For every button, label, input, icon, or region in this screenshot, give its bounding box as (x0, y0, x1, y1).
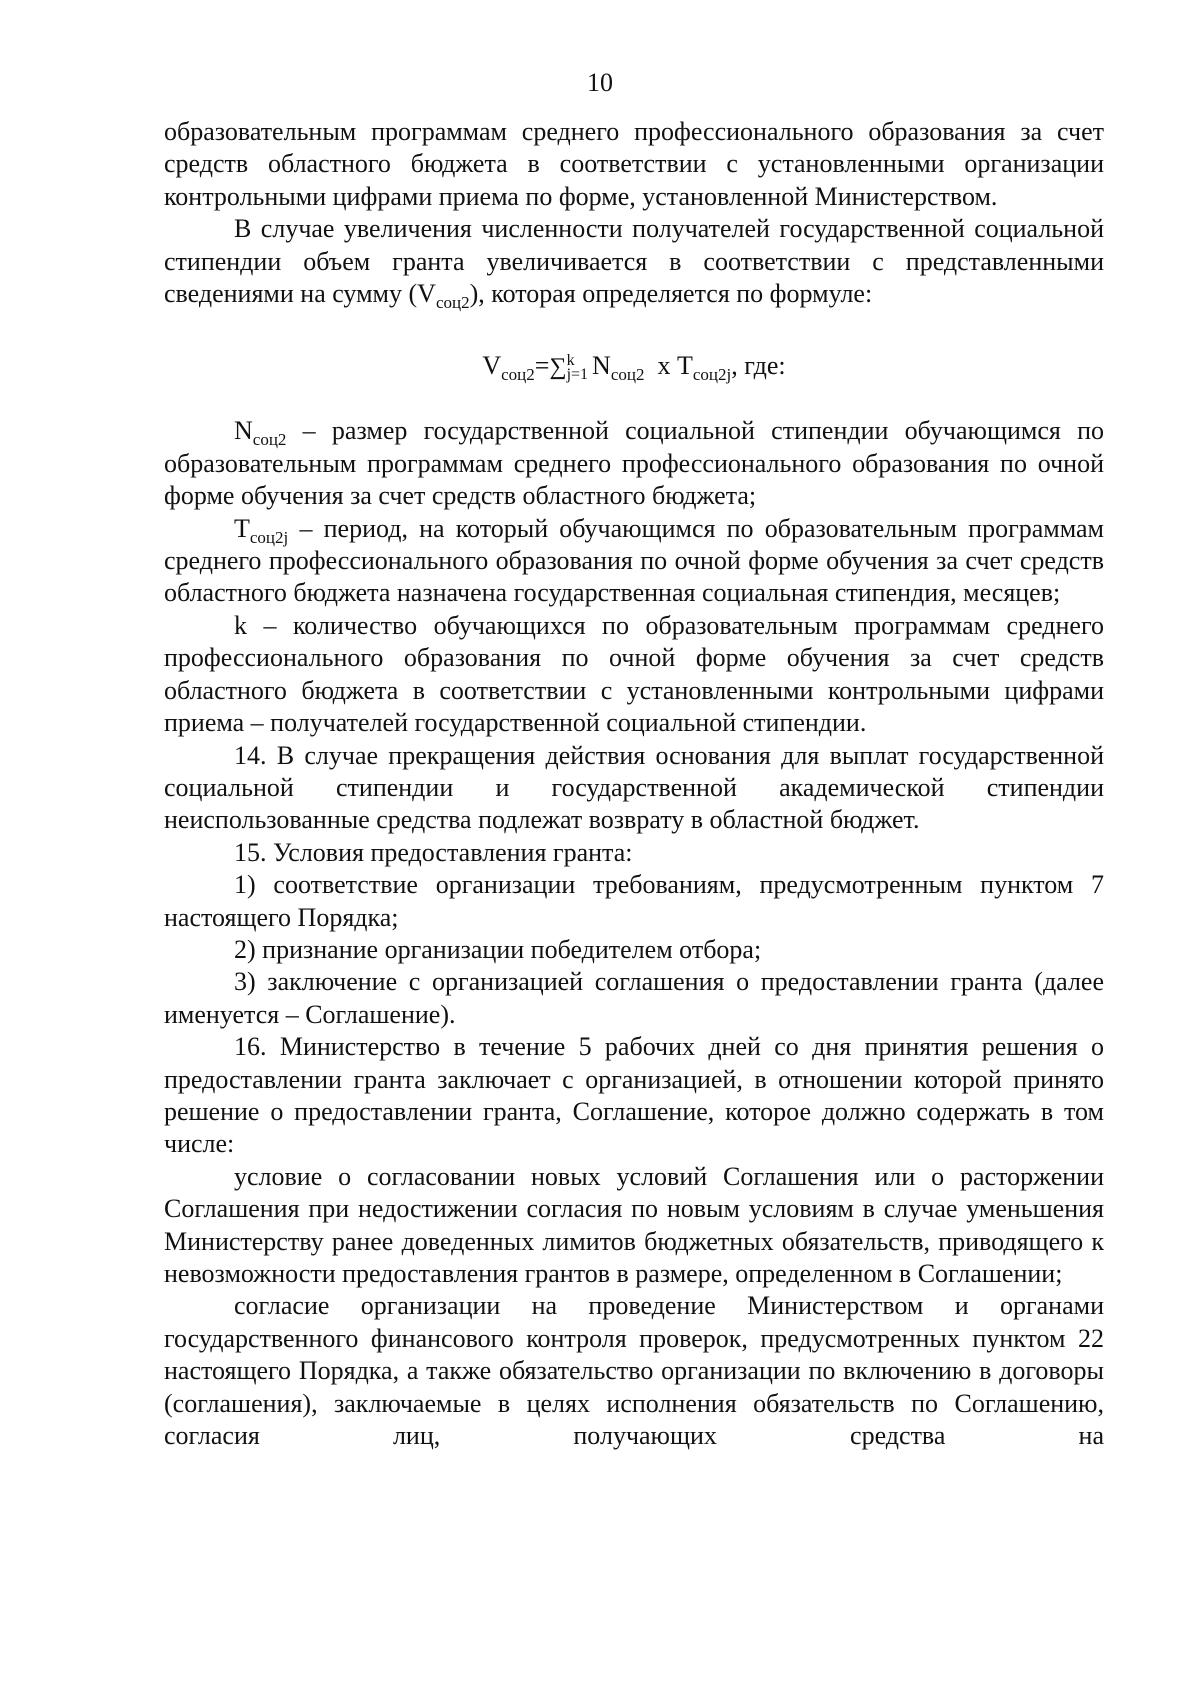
sum-symbol: ∑ (549, 354, 567, 381)
paragraph-15-item-3: 3) заключение с организацией соглашения о предоставлении гранта (далее именуется – Соглашение). (164, 967, 1104, 1029)
sum-upper-limit: k (566, 352, 575, 370)
definition-variable: N (234, 416, 253, 446)
formula-subscript: соц2j (692, 365, 732, 385)
paragraph-16: 16. Министерство в течение 5 рабочих дней со дня принятия решения о предоставлении гранта заключает с организацией, в отношении которой принято решение о предоставлении гранта, Соглашение, которое должно содержать в том числе: (164, 1032, 1104, 1159)
paragraph-14: 14. В случае прекращения действия основания для выплат государственной социальной стипендии и государственной академической стипендии неиспользованные средства подлежат возврату в областной бюджет. (164, 740, 1104, 835)
paragraph-text: В случае увеличения численности получателей государственной социальной стипендии объем гранта увеличивается в соответствии с представленными сведениями на сумму (V (164, 214, 1104, 309)
paragraph-text: ), которая определяется по формуле: (469, 279, 873, 309)
page-number: 10 (587, 68, 613, 97)
formula-subscript: соц2 (610, 365, 645, 385)
definition-t (164, 513, 1104, 610)
formula-equals: = (534, 351, 550, 381)
paragraph-grant-increase (164, 213, 1104, 313)
formula-variable: T (676, 351, 693, 381)
document-body (164, 116, 1104, 1452)
definition-text: – размер государственной социальной стипендии обучающимся по образовательным программам среднего профессионального образования по очной форме обучения за счет средств областного бюджета; (164, 416, 1104, 511)
paragraph-continuation: образовательным программам среднего профессионального образования за счет средств областного бюджета в соответствии с установленными организации контрольными цифрами приема по форме, установленной Министерством. (164, 117, 1104, 211)
subscript: соц2 (435, 293, 470, 313)
paragraph-15: 15. Условия предоставления гранта: (234, 837, 633, 867)
formula-times: x (657, 351, 671, 381)
formula (164, 348, 1104, 385)
formula-subscript: соц2 (501, 365, 535, 385)
paragraph-16-condition-b: согласие организации на проведение Министерством и органами государственного финансового контроля проверок, предусмотренных пунктом 22 настоящего Порядка, а также обязательство организации по включению в договоры (соглашения), заключаемые в целях исполнения обязательств по Соглашению, согласия лиц, получающих средства на (164, 1291, 1104, 1451)
paragraph-15-item-1: 1) соответствие организации требованиям, предусмотренным пунктом 7 настоящего Порядка; (164, 870, 1104, 932)
paragraph-15-item-2: 2) признание организации победителем отбора; (234, 934, 762, 964)
formula-variable: V (482, 351, 502, 381)
definition-subscript: соц2j (249, 527, 289, 547)
formula-variable: N (592, 351, 611, 381)
definition-k: k – количество обучающихся по образовательным программам среднего профессионального образования по очной форме обучения за счет средств областного бюджета в соответствии с установленными контрольными цифрами приема – получателей государственной социальной стипендии. (164, 610, 1104, 738)
definition-variable: T (234, 513, 250, 543)
formula-tail: , где: (731, 351, 786, 381)
paragraph-16-condition-a: условие о согласовании новых условий Соглашения или о расторжении Соглашения при недостижении согласия по новым условиям в случае уменьшения Министерству ранее доведенных лимитов бюджетных обязательств, приводящего к невозможности предоставления грантов в размере, определенном в Соглашении; (164, 1161, 1104, 1288)
definition-text: – период, на который обучающимся по образовательным программам среднего профессионального образования по очной форме обучения за счет средств областного бюджета назначена государственная социальная стипендия, месяцев; (164, 513, 1104, 608)
sum-lower-limit: j=1 (566, 366, 589, 384)
definition-subscript: соц2 (252, 430, 287, 450)
definition-n (164, 415, 1104, 512)
sum-limits (567, 354, 588, 382)
